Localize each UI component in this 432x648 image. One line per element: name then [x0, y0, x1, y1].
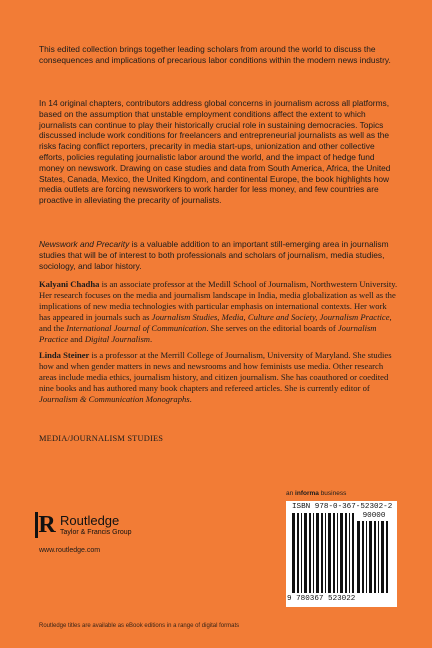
barcode-bar [304, 513, 307, 593]
publisher-group: Taylor & Francis Group [60, 528, 132, 536]
barcode-bar [297, 513, 299, 593]
publisher-logo [35, 512, 132, 538]
routledge-logo-icon: R [35, 512, 54, 538]
publisher-website: www.routledge.com [39, 547, 101, 554]
blurb-chapters: In 14 original chapters, contributors address global concerns in journalism across all platforms, based on the assumption that unstable employment conditions affect the extent to which journalists can continue to play their historically crucial role in sustaining democracies. Topics discussed include work conditions for freelancers and entrepreneurial journalists as well as the risks facing conflict reporters, precarity in media start-ups, unionization and other collective efforts, policies regulating journalistic labor around the world, and the impact of hedge fund money on newswork. Drawing on case studies and data from South America, Africa, the United States, Canada, Mexico, the United Kingdom, and continental Europe, the book highlights how media outlets are forcing newsworkers to work harder for less money, and few countries are proactive in alleviating the precarity of journalists. [39, 98, 391, 206]
italic-title: Journalism Practice [39, 323, 377, 344]
blurb-value-text: is a valuable addition to an important still-emerging area in journalism studies that will be of interest to both professionals and scholars of journalism, media studies, sociology, and labor history. [39, 239, 389, 271]
barcode-bar [313, 513, 314, 593]
isbn-barcode [286, 501, 397, 607]
barcode-bar [340, 513, 343, 593]
barcode-bar [325, 513, 326, 593]
author-bio-steiner [39, 350, 399, 405]
bio-text: . She serves on the editorial boards of [206, 323, 338, 333]
barcode-bar [337, 513, 338, 593]
barcode-bar [349, 513, 350, 593]
bio-text: is a professor at the Merrill College of Journalism, University of Maryland. She studies how and when gender matters in news and newsrooms and how feminists use media. Other research areas include media ethics, journalism history, and citizen journalism. She has coauthored or coedited nine books and has authored many book chapters and refereed articles. She is currently editor of [39, 350, 392, 393]
barcode-bar [333, 513, 335, 593]
italic-title: International Journal of Communication [66, 323, 207, 333]
barcode-bar [352, 513, 354, 593]
ebook-availability-note: Routledge titles are available as eBook editions in a range of digital formats [39, 623, 240, 629]
barcode-bar [321, 513, 323, 593]
barcode-bar [301, 513, 302, 593]
addon-barcode-bars [357, 521, 391, 593]
italic-title: Journalism & Communication Monographs [39, 394, 190, 404]
barcode-bar [366, 521, 367, 593]
italic-title: Journalism Studies, Media, Culture and Society, Journalism Practice [151, 312, 390, 322]
barcode-bar [378, 521, 379, 593]
barcode-bar [357, 521, 360, 593]
subject-category: MEDIA/JOURNALISM STUDIES [39, 434, 164, 443]
publisher-name: Routledge [60, 512, 120, 528]
barcode-bar [328, 513, 331, 593]
blurb-value [39, 239, 399, 271]
barcode-bar [316, 513, 319, 593]
ean-barcode-bars [292, 513, 354, 593]
bio-text: . [150, 334, 153, 344]
bio-text: . [189, 394, 192, 404]
barcode-bar [381, 521, 384, 593]
informa-business-label: an informa business [286, 490, 347, 497]
italic-title: Digital Journalism [84, 334, 150, 344]
book-title-italic: Newswork and Precarity [39, 239, 130, 249]
barcode-bar [292, 513, 295, 593]
price-code: 90000 [362, 512, 386, 520]
blurb-intro: This edited collection brings together leading scholars from around the world to discuss the consequences and implications of precarious labor conditions within the modern news industry. [39, 44, 391, 65]
barcode-bar [309, 513, 311, 593]
bio-text: , and the [39, 312, 392, 333]
bio-text: and [68, 334, 85, 344]
author-bio-chadha [39, 279, 399, 345]
isbn-digits: 9 780367 523022 [287, 595, 356, 603]
barcode-bar [369, 521, 372, 593]
barcode-bar [345, 513, 347, 593]
barcode-bar [362, 521, 364, 593]
isbn-label: ISBN 978-0-367-52302-2 [292, 503, 393, 511]
author-name: Kalyani Chadha [39, 279, 100, 289]
bio-text: is an associate professor at the Medill School of Journalism, Northwestern University. Her research focuses on the media and journalism landscape in India, media globalization as well as the implications of new media technologies with particular emphasis on international contexts. Her work has appeared in journals such as [39, 279, 398, 322]
barcode-bar [386, 521, 388, 593]
barcode-bar [374, 521, 376, 593]
author-name: Linda Steiner [39, 350, 90, 360]
